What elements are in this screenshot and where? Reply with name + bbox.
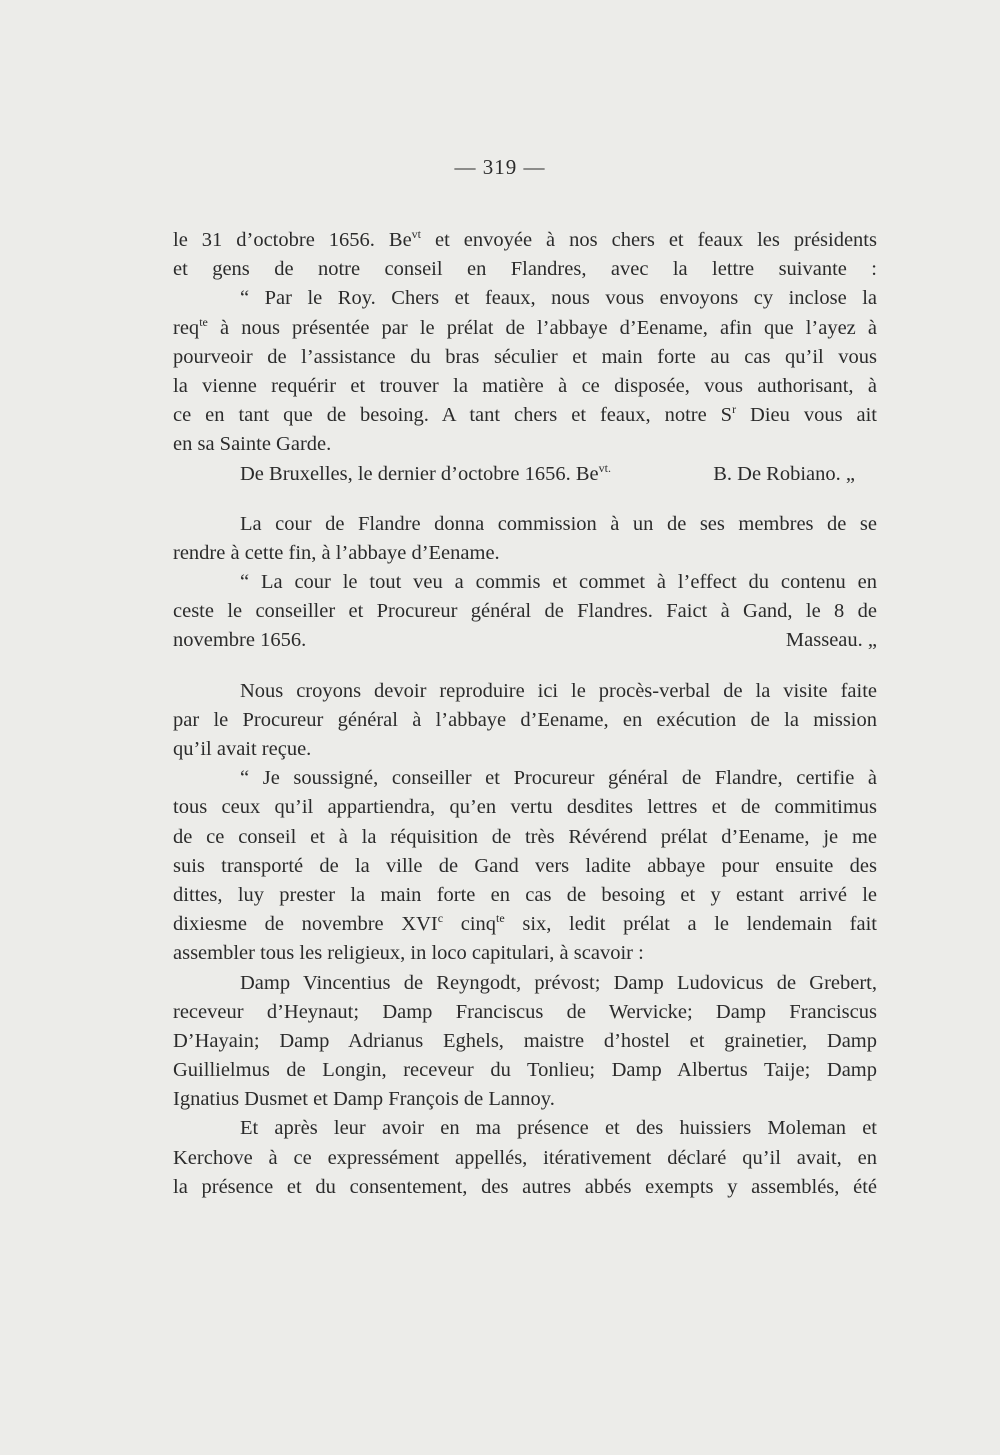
- letter-date: De Bruxelles, le dernier d’octobre 1656. $Be^{vt.}$: [240, 460, 611, 485]
- text-line: pourveoir de l’assistance du bras séculier et main forte au cas qu’il vous: [173, 345, 877, 368]
- text-line: et gens de notre conseil en Flandres, avec la lettre suivante :: [173, 258, 877, 281]
- commission-signature: Masseau. „: [785, 629, 877, 652]
- text-line: Nous croyons devoir reproduire ici le procès-verbal de la visite faite: [240, 679, 877, 702]
- text-line: en sa Sainte Garde.: [173, 433, 332, 456]
- text-line: dixiesme de novembre XVI$^c$ cinq$^{te}$ six, ledit prélat a le lendemain fait: [173, 911, 877, 936]
- text-line: la vienne requérir et trouver la matière à ce disposée, vous authorisant, à: [173, 374, 877, 397]
- text-line: req$^{te}$ à nous présentée par le prélat de l’abbaye d’Eename, afin que l’ayez à: [173, 314, 877, 339]
- signature-line: [173, 460, 877, 489]
- text-line: tous ceux qu’il appartiendra, qu’en vertu desdites lettres et de commitimus: [173, 796, 877, 819]
- page-number: — 319 —: [454, 155, 546, 179]
- text-line: ce en tant que de besoing. A tant chers et feaux, notre $S^r$ Dieu vous ait: [173, 402, 877, 427]
- text-line: Et après leur avoir en ma présence et des huissiers Moleman et: [240, 1117, 877, 1140]
- text-line: dittes, luy prester la main forte en cas de besoing et y estant arrivé le: [173, 883, 877, 906]
- text-line: qu’il avait reçue.: [173, 738, 312, 760]
- text-line: le 31 d’octobre 1656. $Be^{vt}$ et envoyée à nos chers et feaux les présidents: [173, 227, 877, 251]
- text-line: “ Je soussigné, conseiller et Procureur général de Flandre, certifie à: [240, 767, 877, 790]
- text-line: Damp Vincentius de Reyngodt, prévost; Damp Ludovicus de Grebert,: [240, 971, 877, 994]
- text-line: receveur d’Heynaut; Damp Franciscus de Wervicke; Damp Franciscus: [173, 1000, 877, 1023]
- body-text: [173, 226, 877, 1202]
- text-line: D’Hayain; Damp Adrianus Eghels, maistre d’hostel et grainetier, Damp: [173, 1029, 877, 1052]
- commission-date: novembre 1656.: [173, 629, 307, 652]
- text-line: Kerchove à ce expressément appellés, itérativement déclaré qu’il avait, en: [173, 1146, 877, 1169]
- text-line: suis transporté de la ville de Gand vers ladite abbaye pour ensuite des: [173, 854, 877, 877]
- text-line: la présence et du consentement, des autres abbés exempts y assemblés, été: [173, 1175, 877, 1198]
- text-line: “ La cour le tout veu a commis et commet à l’effect du contenu en: [240, 571, 877, 594]
- text-line: Guillielmus de Longin, receveur du Tonlieu; Damp Albertus Taije; Damp: [173, 1059, 877, 1082]
- letter-signature: B. De Robiano. „: [713, 462, 855, 485]
- text-line: assembler tous les religieux, in loco capitulari, à scavoir :: [173, 942, 644, 965]
- signature-line: [173, 626, 877, 655]
- text-line: rendre à cette fin, à l’abbaye d’Eename.: [173, 541, 500, 564]
- text-line: “ Par le Roy. Chers et feaux, nous vous envoyons cy inclose la: [240, 287, 877, 310]
- text-line: ceste le conseiller et Procureur général de Flandres. Faict à Gand, le 8 de: [173, 600, 877, 623]
- text-line: par le Procureur général à l’abbaye d’Eename, en exécution de la mission: [173, 708, 877, 731]
- text-line: La cour de Flandre donna commission à un de ses membres de se: [240, 512, 877, 535]
- text-line: de ce conseil et à la réquisition de très Révérend prélat d’Eename, je me: [173, 825, 877, 848]
- text-line: Ignatius Dusmet et Damp François de Lannoy.: [173, 1088, 555, 1111]
